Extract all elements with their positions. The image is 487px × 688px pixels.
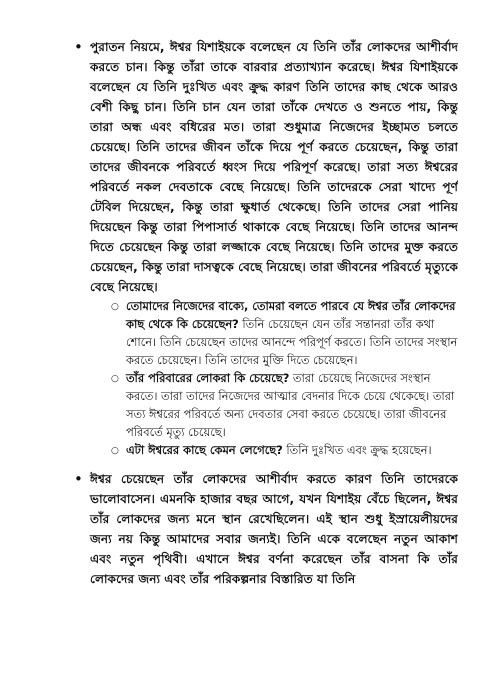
- bullet-paragraph: • ঈশ্বর চেয়েছেন তাঁর লোকদের আশীর্বাদ করতে কারণ তিনি তাদেরকে ভালোবাসেন। এমনকি হাজার বছর আগে, যখন যিশাইয় বেঁচে ছিলেন, ঈশ্বর তাঁর লোকদের জন্য মনে স্থান রেখেছিলেন। এই স্থান শুধু ইস্রায়েলীয়দের জন্য নয় কিন্তু আমাদের সবার জন্যই। তিনি একে বলেছেন নতুন আকাশ এবং নতুন পৃথিবী। এখানে ঈশ্বর বর্ণনা করেছেন তাঁর বাসনা কি তাঁর লোকদের জন্য এবং তাঁর পরিকল্পনার বিস্তারিত যা তিনি: [90, 472, 458, 586]
- bullet-item: [90, 469, 458, 589]
- bullet-paragraph: • পুরাতন নিয়মে, ঈশ্বর যিশাইয়কে বলেছেন যে তিনি তাঁর লোকদের আশীর্বাদ করতে চান। কিন্তু তাঁরা তাকে বারবার প্রত্যাখ্যান করেছে। ঈশ্বর যিশাইয়কে বলেছেন যে তিনি দুঃখিত এবং ক্রুদ্ধ কারণ তিনি তাদের কাছ থেকে আরও বেশী কিছু চান। তিনি চান যেন তারা তাঁকে দেখতে ও শুনতে পায়, কিন্তু তারা অন্ধ এবং বধিরের মত। তারা শুধুমাত্র নিজেদের ইচ্ছামত চলতে চেয়েছে। তিনি তাদের জীবন তাঁকে দিয়ে পূর্ণ করতে চেয়েছেন, কিন্তু তারা তাদের জীবনকে পরিবর্তে ধ্বংস দিয়ে পরিপূর্ণ করেছে। তারা সত্য ঈশ্বরের পরিবর্তে নকল দেবতাকে বেছে নিয়েছে। তিনি তাদেরকে সেরা খাদ্যে পূর্ণ টেবিল দিয়েছেন, কিন্তু তারা ক্ষুধার্ত থেকেছে। তিনি তাদের সেরা পানিয় দিয়েছেন কিন্তু তারা পিপাসার্ত থাকাকে বেছে নিয়েছে। তিনি তাদের আনন্দ দিতে চেয়েছেন কিন্তু তারা লজ্জাকে বেছে নিয়েছে। তিনি তাদের মুক্ত করতে চেয়েছেন, কিন্তু তারা দাসত্বকে বেছে নিয়েছে। তারা জীবনের পরিবর্তে মৃত্যুকে বেছে নিয়েছে।: [90, 40, 458, 294]
- sub-answer: তিনি চেয়েছেন যেন তাঁর সন্তানরা তাঁর কথা শোনে। তিনি চেয়েছেন তাদের আনন্দে পরিপূর্ণ করতে। তিনি তাদের সংস্থান করতে চেয়েছেন। তিনি তাদের মুক্তি দিতে চেয়েছেন।: [126, 317, 458, 367]
- sub-item: [126, 297, 458, 369]
- sub-item: [126, 441, 458, 459]
- sub-answer: তারা চেয়েছে নিজেদের সংস্থান করতে। তারা তাদের নিজেদের আত্মার বেদনার দিকে চেয়ে থেকেছে। তারা সত্য ঈশ্বরের পরিবর্তে অন্য দেবতার সেবা করতে চেয়েছে। তারা জীবনের পরিবর্তে মৃত্যু চেয়েছে।: [126, 371, 455, 439]
- sub-question: তোমাদের নিজেদের বাক্যে, তোমরা বলতে পারবে যে ঈশ্বর তাঁর লোকদের কাছ থেকে কি চেয়েছেন?: [126, 299, 456, 331]
- sub-answer: তিনি দুঃখিত এবং ক্রুদ্ধ হয়েছেন।: [282, 443, 432, 457]
- sub-question: তাঁর পরিবারের লোকরা কি চেয়েছে?: [126, 371, 290, 385]
- bullet-item: [90, 37, 458, 459]
- sub-question: এটা ঈশ্বরের কাছে কেমন লেগেছে?: [126, 443, 283, 457]
- document-page: [66, 37, 458, 688]
- sub-list: [90, 297, 458, 459]
- bullet-list: [66, 37, 458, 589]
- sub-item: [126, 369, 458, 441]
